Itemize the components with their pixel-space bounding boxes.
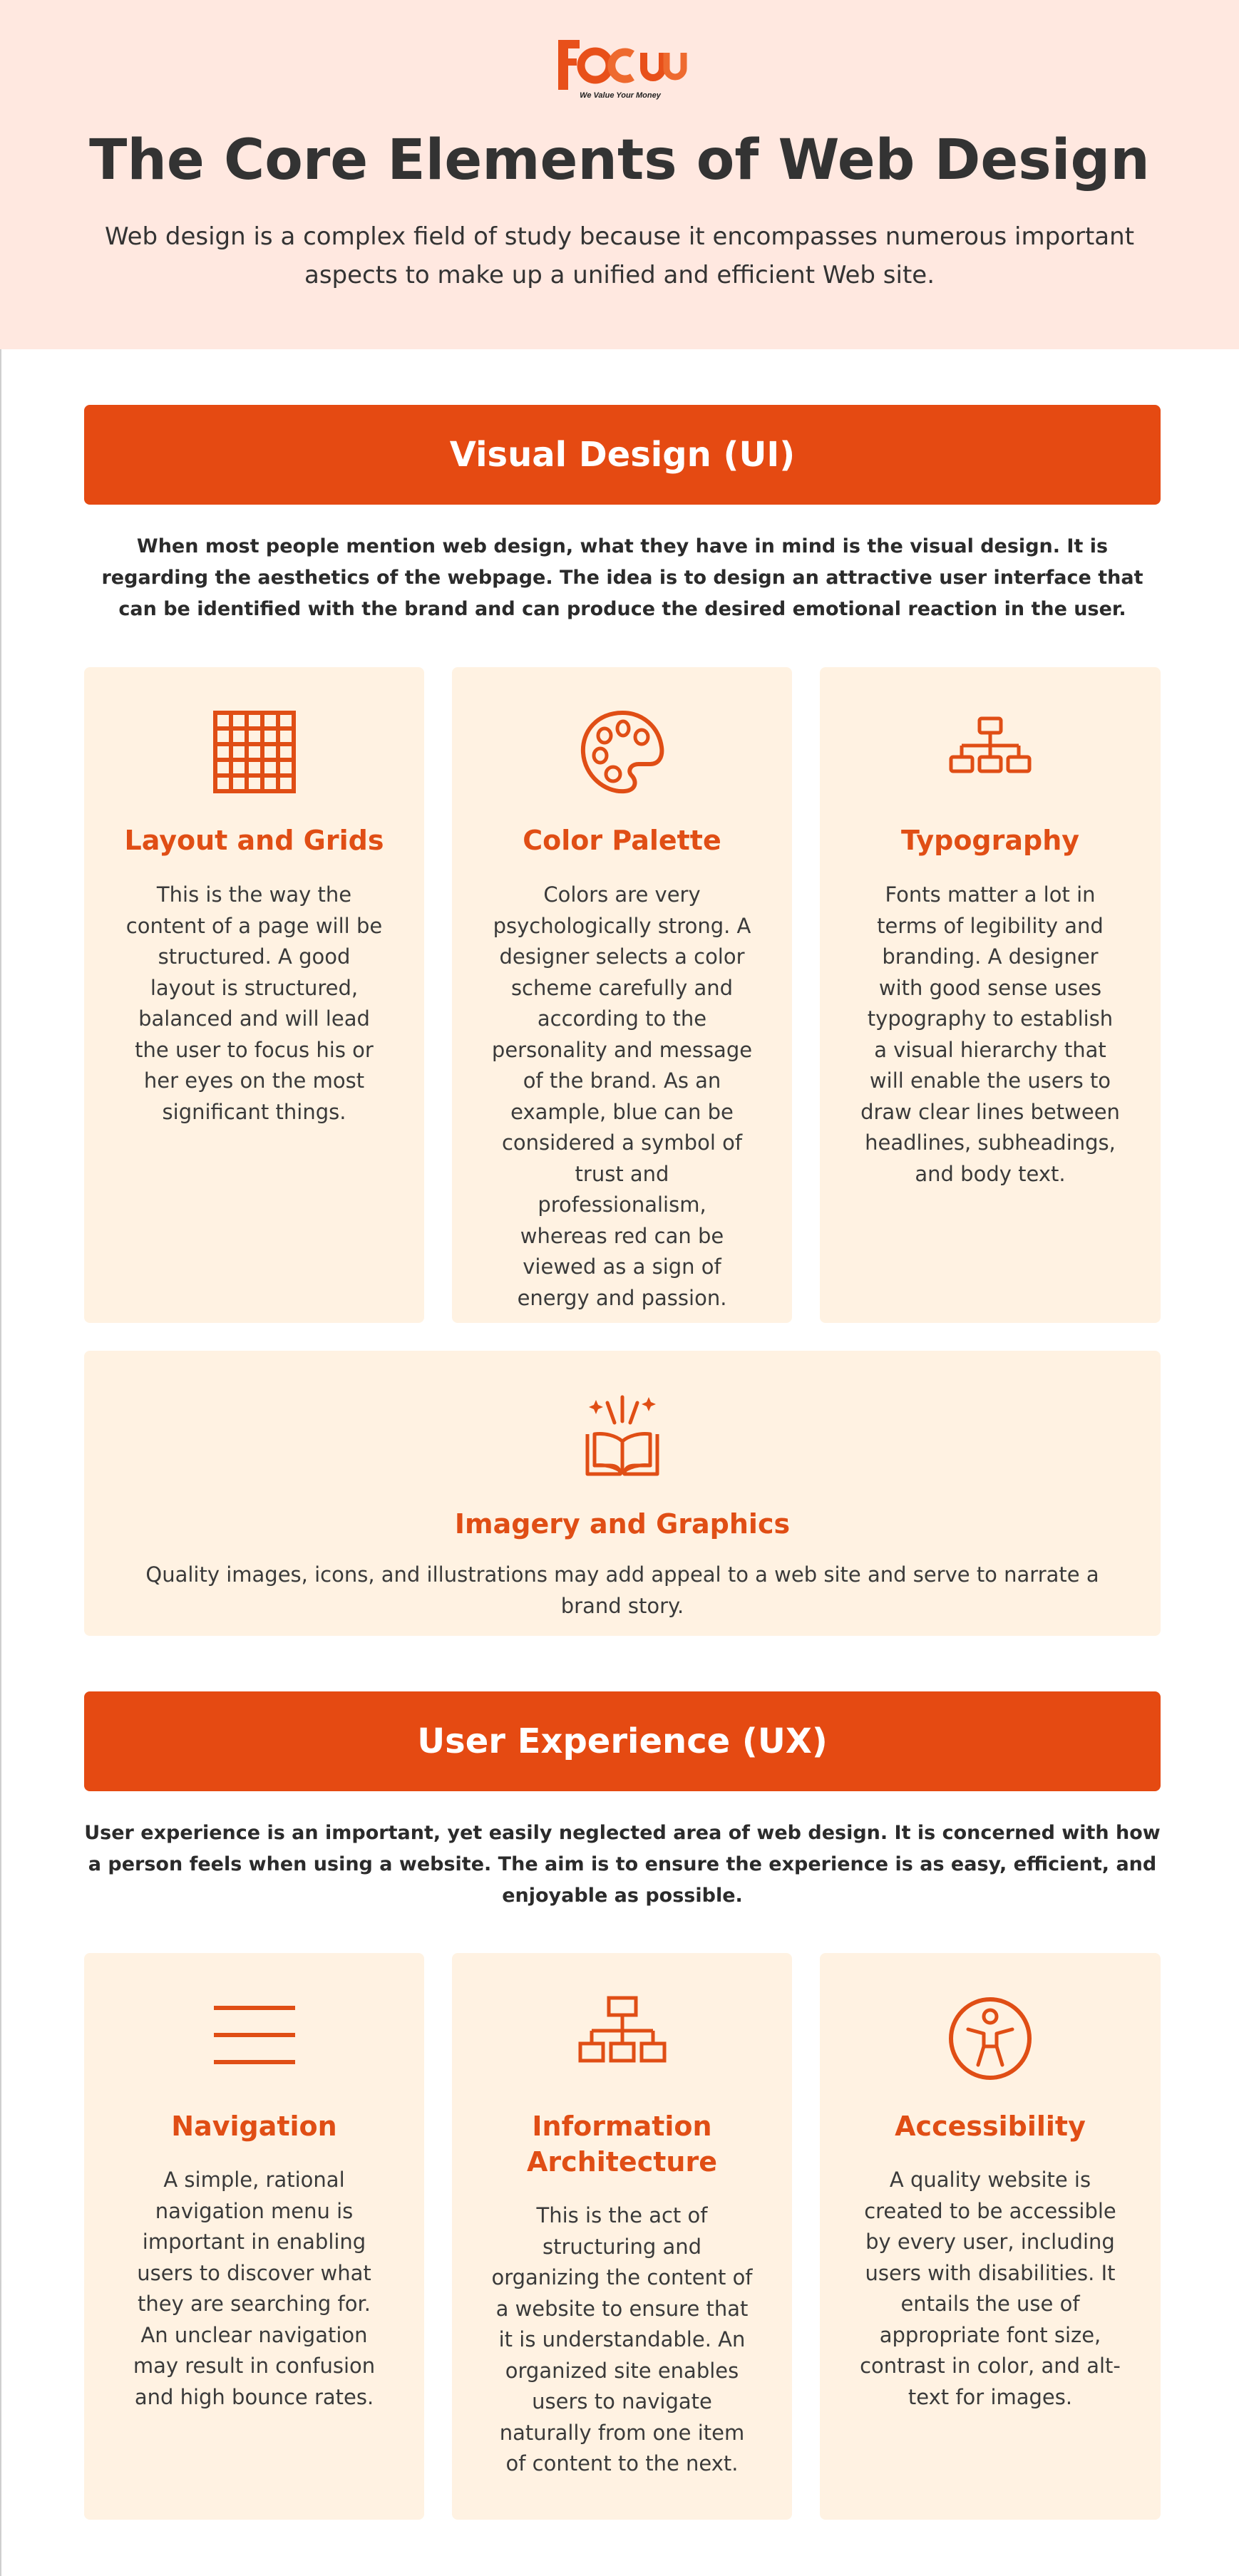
page-border [0,0,1,2576]
logo-mark-icon [552,36,688,93]
card-text: Fonts matter a lot in terms of legibility and branding. A designer with good sense uses typography to establish a visual hierarchy that will enable the users to draw clear lines between headlines, subheadings, and body text. [860,882,1120,1186]
menu-lines-icon [208,1992,301,2085]
brand-logo [552,36,688,103]
section-banner-visual-design: Visual Design (UI) [84,405,1161,505]
card-title: Accessibility [895,2111,1086,2142]
palette-icon [576,706,669,798]
card-accessibility [820,1953,1161,2520]
card-text: Quality images, icons, and illustrations may add appeal to a web site and serve to narrate a brand story. [145,1562,1099,1618]
section-intro-user-experience: User experience is an important, yet easily neglected area of web design. It is concerned with how a person feels when using a website. The aim is to ensure the experience is as easy, efficient, and enjoyable as possible. [84,1822,1161,1907]
hierarchy-icon [944,706,1037,798]
open-book-icon [576,1390,669,1483]
sitemap-icon [576,1992,669,2085]
card-text: Colors are very psychologically strong. A designer selects a color scheme carefully and according to the personality and message of the brand. As an example, blue can be considered a symbol of trust and professionalism, whereas red can be viewed as a sign of energy and passion. [491,882,753,1310]
card-navigation [84,1953,424,2520]
card-title: Navigation [171,2111,337,2142]
accessibility-icon [944,1992,1037,2085]
grid-icon [208,706,301,798]
card-text: This is the act of structuring and organizing the content of a website to ensure that it is understandable. An organized site enables users to navigate naturally from one item of content to the next. [491,2203,753,2475]
logo-tagline: We Value Your Money [580,91,661,100]
card-imagery-and-graphics [84,1351,1161,1636]
page-title: The Core Elements of Web Design [89,128,1150,192]
card-text: A quality website is created to be accessible by every user, including users with disabilities. It entails the use of appropriate font size, contrast in color, and alt-text for images. [860,2168,1121,2409]
page-subtitle: Web design is a complex field of study because it encompasses numerous important aspects to make up a unified and efficient Web site. [104,222,1135,289]
card-color-palette [452,667,792,1323]
card-typography [820,667,1161,1323]
card-title: Typography [900,825,1080,856]
card-title: Information Architecture [527,2111,717,2178]
section-intro-visual-design: When most people mention web design, what they have in mind is the visual design. It is regarding the aesthetics of the webpage. The idea is to design an attractive user interface that can be identified with the brand and can produce the desired emotional reaction in the user. [101,535,1143,620]
card-title: Color Palette [523,825,721,856]
header [0,0,1239,349]
card-information-architecture [452,1953,792,2520]
card-layout-and-grids [84,667,424,1323]
card-title: Layout and Grids [124,825,384,856]
card-title: Imagery and Graphics [454,1508,791,1540]
card-text: This is the way the content of a page will be structured. A good layout is structured, balanced and will lead the user to focus his or her eyes on the most significant things. [125,882,383,1124]
section-banner-user-experience: User Experience (UX) [84,1691,1161,1791]
card-text: A simple, rational navigation menu is important in enabling users to discover what they are searching for. An unclear navigation may result in confusion and high bounce rates. [133,2168,376,2409]
